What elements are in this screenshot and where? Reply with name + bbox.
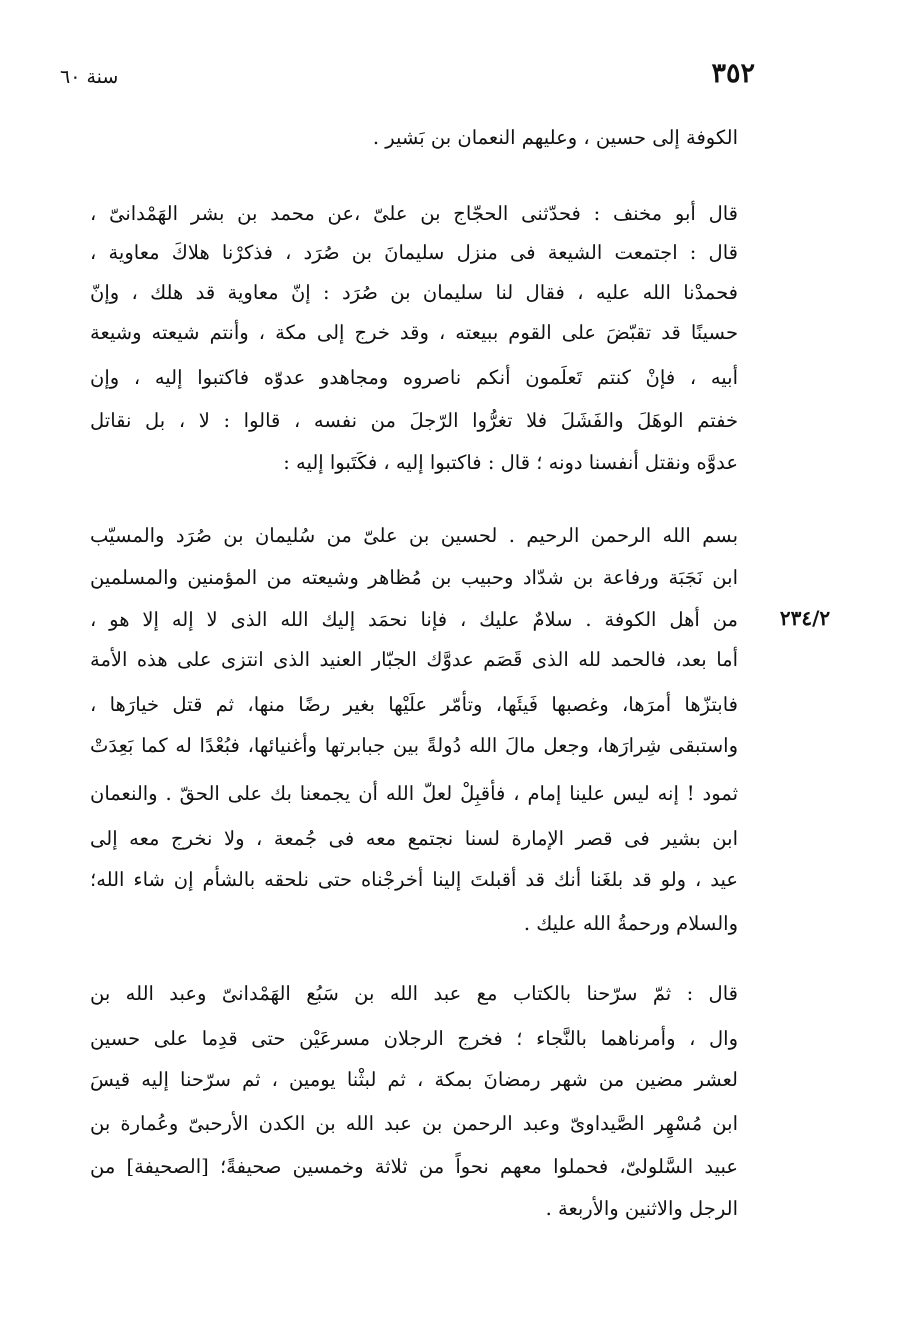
text-line: قال : اجتمعت الشيعة فى منزل سليمانَ بن صُرَد ، فذكرْنا هلاكَ معاوية ، [90, 241, 738, 264]
text-line: الكوفة إلى حسين ، وعليهم النعمان بن بَشير . [372, 126, 738, 149]
year-label: سنة ٦٠ [60, 66, 119, 88]
text-line: من أهل الكوفة . سلامٌ عليك ، فإنا نحمَد إليك الله الذى لا إله إلا هو ، [90, 608, 738, 631]
text-line: عبيد السَّلولىّ، فحملوا معهم نحواً من ثلاثة وخمسين صحيفةً؛ [الصحيفة] من [90, 1155, 738, 1178]
margin-reference: ٢٣٤/٢ [779, 606, 831, 630]
text-line: حسينًا قد تقبّضَ على القوم ببيعته ، وقد خرج إلى مكة ، وأنتم شيعته وشيعة [90, 321, 738, 344]
text-line: والسلام ورحمةُ الله عليك . [523, 912, 738, 935]
text-line: واستبقى شِرارَها، وجعل مالَ الله دُولةً بين جبابرتها وأغنيائها، فبُعْدًا له كما بَعِدَتْ [90, 734, 738, 757]
text-line: قال : ثمّ سرّحنا بالكتاب مع عبد الله بن سَبُع الهَمْدانىّ وعبد الله بن [90, 982, 738, 1005]
text-line: ابن مُسْهِر الصَّيداوىّ وعبد الرحمن بن عبد الله بن الكدن الأرحبىّ وعُمارة بن [90, 1112, 738, 1135]
text-line: لعشر مضين من شهر رمضانَ بمكة ، ثم لبثْنا يومين ، ثم سرّحنا إليه قيسَ [90, 1068, 738, 1091]
text-line: عيد ، ولو قد بلغَنا أنك قد أقبلتَ إلينا أخرجْناه حتى نلحقه بالشأم إن شاء الله؛ [90, 868, 738, 891]
text-line: بسم الله الرحمن الرحيم . لحسين بن علىّ من سُليمان بن صُرَد والمسيّب [90, 524, 738, 547]
text-line: وال ، وأمرناهما بالنَّجاء ؛ فخرج الرجلان مسرعَيْن حتى قدِما على حسين [90, 1027, 738, 1050]
text-line: عدوَّه ونقتل أنفسنا دونه ؛ قال : فاكتبوا إليه ، فكَتَبوا إليه : [283, 451, 738, 474]
text-line: ابن نَجَبَة ورفاعة بن شدّاد وحبيب بن مُظاهر وشيعته من المؤمنين والمسلمين [90, 566, 738, 589]
text-line: ابن بشير فى قصر الإمارة لسنا نجتمع معه فى جُمعة ، ولا نخرج معه إلى [90, 827, 738, 850]
text-line: فحمدْنا الله عليه ، فقال لنا سليمان بن صُرَد : إنّ معاوية قد هلك ، وإنّ [90, 281, 738, 304]
text-line: الرجل والاثنين والأربعة . [545, 1197, 738, 1220]
text-line: أبيه ، فإنْ كنتم تَعلَمون أنكم ناصروه ومجاهدو عدوّه فاكتبوا إليه ، وإن [90, 366, 738, 389]
text-line: أما بعد، فالحمد لله الذى قَصَم عدوَّك الجبّار العنيد الذى انتزى على هذه الأمة [90, 648, 738, 671]
text-line: قال أبو مخنف : فحدّثنى الحجّاج بن علىّ ،عن محمد بن بشر الهَمْدانىّ ، [90, 202, 738, 225]
page-number: ٣٥٢ [711, 58, 755, 89]
text-line: فابتزّها أمرَها، وغصبها فَيئَها، وتأمّر علَيْها بغير رضًا منها، ثم قتل خيارَها ، [90, 693, 738, 716]
text-line: ثمود ! إنه ليس علينا إمام ، فأقبِلْ لعلّ الله أن يجمعنا بك على الحقّ . والنعمان [90, 782, 738, 805]
text-line: خفتم الوهَلَ والفَشَلَ فلا تغرُّوا الرّجلَ من نفسه ، قالوا : لا ، بل نقاتل [90, 409, 738, 432]
